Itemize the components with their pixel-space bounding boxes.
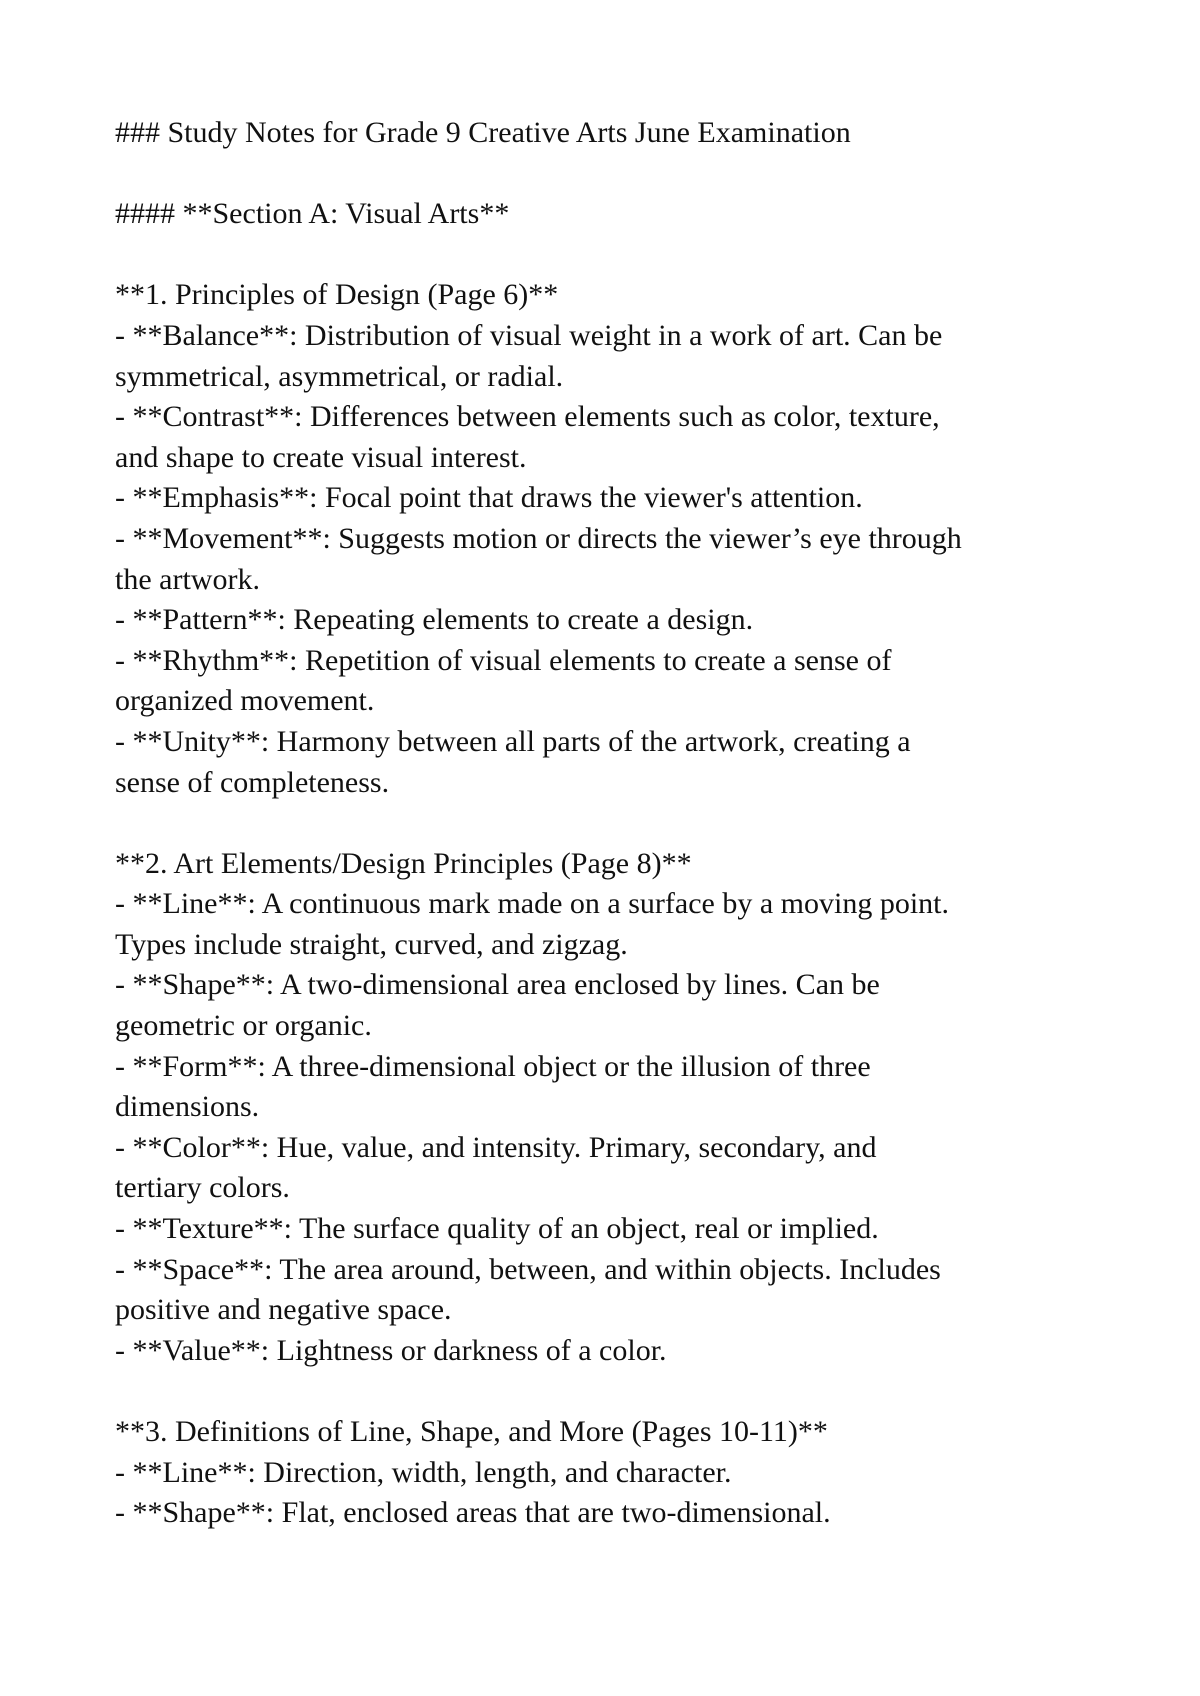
subsection-heading: **1. Principles of Design (Page 6)** — [115, 278, 559, 312]
spacer — [115, 235, 1115, 276]
text-line: geometric or organic. — [115, 1009, 372, 1043]
text-line: - **Line**: Direction, width, length, and character. — [115, 1455, 732, 1489]
text-line: - **Unity**: Harmony between all parts of the artwork, creating a — [115, 724, 911, 758]
text-line: - **Space**: The area around, between, and within objects. Includes — [115, 1252, 941, 1286]
text-line: - **Movement**: Suggests motion or directs the viewer’s eye through — [115, 521, 962, 555]
text-line: tertiary colors. — [115, 1171, 290, 1205]
text-line: organized movement. — [115, 684, 375, 718]
text-line: positive and negative space. — [115, 1293, 452, 1327]
text-line: - **Shape**: Flat, enclosed areas that are two-dimensional. — [115, 1496, 831, 1530]
text-line: dimensions. — [115, 1090, 260, 1124]
text-line: - **Form**: A three-dimensional object or the illusion of three — [115, 1049, 871, 1083]
text-line: Types include straight, curved, and zigzag. — [115, 927, 628, 961]
text-line: - **Value**: Lightness or darkness of a color. — [115, 1333, 667, 1367]
text-line: - **Color**: Hue, value, and intensity. Primary, secondary, and — [115, 1130, 877, 1164]
text-line: - **Shape**: A two-dimensional area enclosed by lines. Can be — [115, 968, 880, 1002]
text-line: - **Contrast**: Differences between elements such as color, texture, — [115, 400, 940, 434]
text-line: - **Pattern**: Repeating elements to create a design. — [115, 603, 754, 637]
text-line: the artwork. — [115, 562, 260, 596]
document-page — [115, 113, 1115, 1534]
section-heading: #### **Section A: Visual Arts** — [115, 197, 510, 231]
text-line: - **Emphasis**: Focal point that draws the viewer's attention. — [115, 481, 863, 515]
text-line: - **Line**: A continuous mark made on a surface by a moving point. — [115, 887, 949, 921]
text-line: - **Balance**: Distribution of visual weight in a work of art. Can be — [115, 318, 943, 352]
text-line: - **Rhythm**: Repetition of visual elements to create a sense of — [115, 643, 892, 677]
text-line: sense of completeness. — [115, 765, 390, 799]
subsection-heading: **3. Definitions of Line, Shape, and More (Pages 10-11)** — [115, 1415, 828, 1448]
text-line: - **Texture**: The surface quality of an object, real or implied. — [115, 1212, 879, 1246]
text-line: and shape to create visual interest. — [115, 440, 527, 474]
spacer — [115, 154, 1115, 195]
subsection-heading: **2. Art Elements/Design Principles (Page 8)** — [115, 846, 692, 880]
document-title: ### Study Notes for Grade 9 Creative Arts June Examination — [115, 116, 851, 149]
spacer — [115, 803, 1115, 844]
text-line: symmetrical, asymmetrical, or radial. — [115, 359, 564, 393]
spacer — [115, 1371, 1115, 1412]
